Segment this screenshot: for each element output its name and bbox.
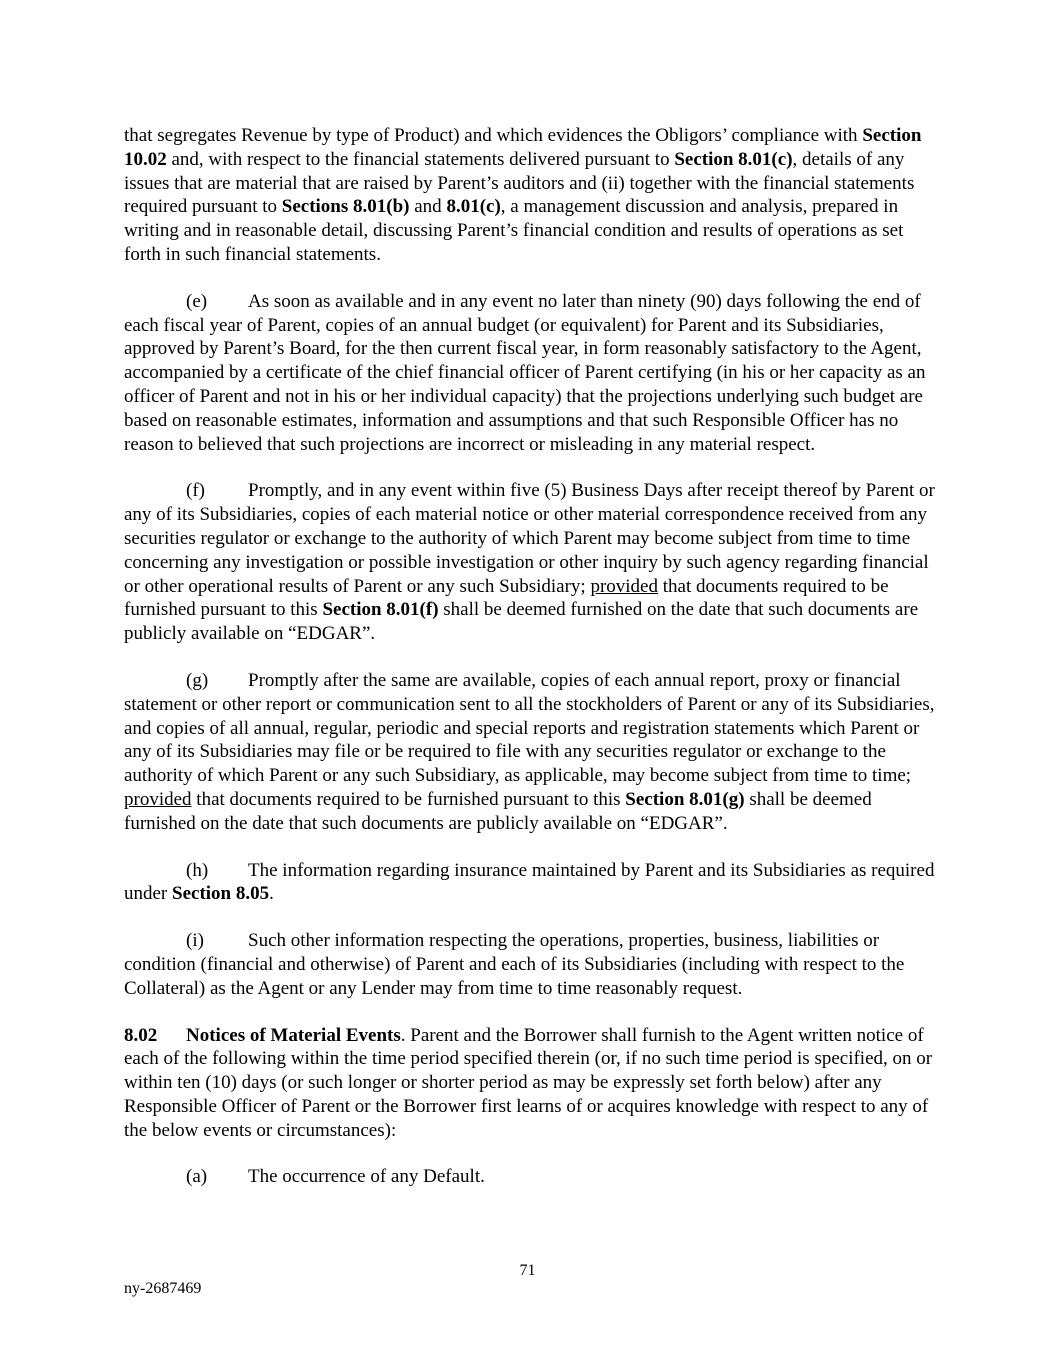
clause-label: (h) [186, 859, 209, 881]
section-ref: Section 8.01(f) [322, 599, 439, 621]
page-number: 71 [519, 1262, 536, 1279]
clause-label: (g) [186, 669, 209, 691]
section-ref: Section 10.02 [124, 125, 922, 170]
paragraph-f: (f) Promptly, and in any event within five (5) Business Days after receipt thereof by Parent or any of its Subsidiaries, copies of each material notice or other material correspondence received from any securities regulator or exchange to the authority of which Parent may become subject from time to time concerning any investigation or possible investigation or other inquiry by such agency regarding financial or other operational results of Parent or any such Subsidiary; provided that documents required to be furnished pursuant to this Section 8.01(f) shall be deemed furnished on the date that such documents are publicly available on “EDGAR”. [124, 480, 935, 645]
section-ref: Sections 8.01(b) [281, 196, 410, 218]
clause-label: (e) [186, 290, 208, 312]
section-ref: 8.01(c) [446, 196, 501, 218]
paragraph-continuation: that segregates Revenue by type of Product) and which evidences the Obligors’ compliance with Section 10.02 and, with respect to the financial statements delivered pursuant to Section 8.01(c), details of any issues that are material that are raised by Parent’s auditors and (ii) together with the financial statements required pursuant to Sections 8.01(b) and 8.01(c), a management discussion and analysis, prepared in writing and in reasonable detail, discussing Parent’s financial condition and results of operations as set forth in such financial statements. [124, 125, 922, 265]
provided-term: provided [124, 788, 192, 810]
document-page [124, 124, 939, 1212]
section-8-02: 8.02 Notices of Material Events. Parent and the Borrower shall furnish to the Agent written notice of each of the following within the time period specified therein (or, if no such time period is specified, on or within ten (10) days (or such longer or shorter period as may be expressly set forth below) after any Responsible Officer of Parent or the Borrower first learns of or acquires knowledge with respect to any of the below events or circumstances): [124, 1024, 933, 1141]
clause-label: (a) [186, 1166, 208, 1188]
paragraph-a: (a) The occurrence of any Default. [186, 1166, 485, 1188]
section-ref: Section 8.01(c) [674, 148, 793, 170]
section-ref: Section 8.01(g) [625, 788, 745, 810]
paragraph-g: (g) Promptly after the same are available, copies of each annual report, proxy or financial statement or other report or communication sent to all the stockholders of Parent or any of its Subsidiaries, and copies of all annual, regular, periodic and special reports and registration statements which Parent or any of its Subsidiaries may file or be required to file with any securities regulator or exchange to the authority of which Parent or any such Subsidiary, as applicable, may become subject from time to time; provided that documents required to be furnished pursuant to this Section 8.01(g) shall be deemed furnished on the date that such documents are publicly available on “EDGAR”. [124, 669, 935, 834]
clause-label: (f) [186, 480, 205, 502]
paragraph-e: (e) As soon as available and in any event no later than ninety (90) days following the end of each fiscal year of Parent, copies of an annual budget (or equivalent) for Parent and its Subsidiaries, approved by Parent’s Board, for the then current fiscal year, in form reasonably satisfactory to the Agent, accompanied by a certificate of the chief financial officer of Parent certifying (in his or her capacity as an officer of Parent and not in his or her individual capacity) that the projections underlying such budget are based on reasonable estimates, information and assumptions and that such Responsible Officer has no reason to believed that such projections are incorrect or misleading in any material respect. [124, 290, 926, 455]
paragraph-i: (i) Such other information respecting the operations, properties, business, liabilities or condition (financial and otherwise) of Parent and each of its Subsidiaries (including with respect to the Collateral) as the Agent or any Lender may from time to time reasonably request. [124, 930, 905, 999]
provided-term: provided [590, 575, 658, 597]
clause-label: (i) [186, 930, 204, 952]
section-title: Notices of Material Events [186, 1024, 401, 1046]
section-number: 8.02 [124, 1024, 158, 1046]
section-ref: Section 8.05 [172, 883, 270, 905]
document-id: ny-2687469 [124, 1280, 202, 1297]
paragraph-h: (h) The information regarding insurance maintained by Parent and its Subsidiaries as required under Section 8.05. [124, 859, 935, 905]
